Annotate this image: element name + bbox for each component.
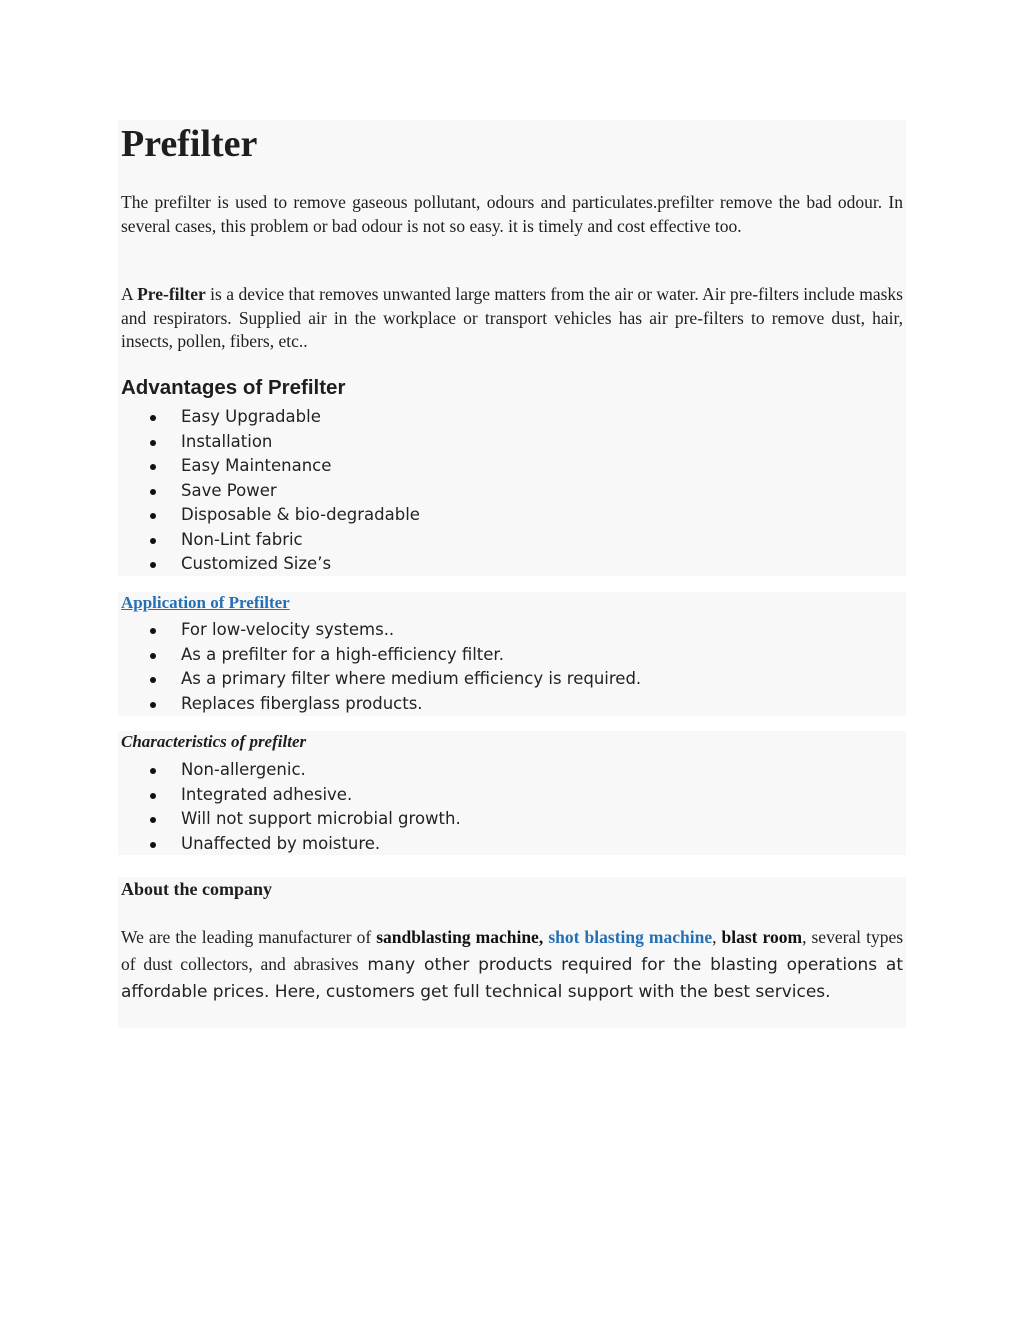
list-item <box>150 667 641 692</box>
bullet-icon <box>150 817 156 823</box>
bullet-icon <box>150 768 156 774</box>
bullet-icon <box>150 702 156 708</box>
list-item-label: For low-velocity systems.. <box>181 620 395 639</box>
list-item-label: Non-Lint fabric <box>181 529 303 549</box>
list-item-label: Installation <box>181 431 273 451</box>
list-item <box>150 643 641 668</box>
bullet-icon <box>150 415 156 421</box>
blast-room-term: blast room <box>721 927 803 947</box>
list-item <box>150 503 420 528</box>
list-item-label: Will not support microbial growth. <box>181 809 461 828</box>
advantages-list <box>150 405 420 577</box>
prefilter-term: Pre-filter <box>137 284 206 304</box>
p2-prefix: A <box>121 284 138 304</box>
list-item-label: Non-allergenic. <box>181 760 306 779</box>
intro-paragraph-2 <box>121 283 903 354</box>
page-title: Prefilter <box>121 123 258 165</box>
list-item-label: As a primary filter where medium efficiency is required. <box>181 669 642 688</box>
list-item-label: Unaffected by moisture. <box>181 833 381 853</box>
about-comma-1: , <box>712 927 722 947</box>
list-item <box>150 552 420 577</box>
p2-rest: is a device that removes unwanted large matters from the air or water. Air pre-filters include masks and respirators. Supplied air in the workplace or transport vehicles has air pre-filters to remove dust, hair, insects, pollen, fibers, etc.. <box>121 284 903 351</box>
list-item <box>150 807 461 832</box>
bullet-icon <box>150 628 156 634</box>
application-heading-link[interactable]: Application of Prefilter <box>121 593 290 612</box>
list-item <box>150 783 461 808</box>
bullet-icon <box>150 793 156 799</box>
bullet-icon <box>150 842 156 848</box>
list-item <box>150 454 420 479</box>
list-item-label: Save Power <box>181 480 277 500</box>
list-item-label: Replaces fiberglass products. <box>181 693 423 713</box>
bullet-icon <box>150 653 156 659</box>
about-comma-2: , <box>802 927 807 947</box>
about-heading: About the company <box>121 879 273 899</box>
list-item <box>150 405 420 430</box>
list-item <box>150 479 420 504</box>
shot-blasting-machine-link[interactable]: shot blasting machine <box>548 927 713 947</box>
about-paragraph <box>121 924 903 1006</box>
application-list <box>150 618 641 716</box>
bullet-icon <box>150 464 156 470</box>
list-item-label: As a prefilter for a high-efficiency filter. <box>181 644 504 664</box>
characteristics-heading: Characteristics of prefilter <box>121 732 307 751</box>
list-item <box>150 528 420 553</box>
list-item-label: Easy Maintenance <box>181 456 332 475</box>
list-item <box>150 618 641 643</box>
about-text-2: several types of dust collectors, and abrasives <box>121 927 904 974</box>
about-text-3: many other products required for the blasting operations at affordable prices. Here, customers get full technical support with the best services. <box>121 954 903 1002</box>
about-text-1: We are the leading manufacturer of <box>121 927 377 947</box>
list-item <box>150 758 461 783</box>
advantages-heading: Advantages of Prefilter <box>121 376 346 399</box>
list-item-label: Disposable & bio-degradable <box>181 505 420 524</box>
bullet-icon <box>150 513 156 519</box>
intro-paragraph-1: The prefilter is used to remove gaseous pollutant, odours and particulates.prefilter remove the bad odour. In several cases, this problem or bad odour is not so easy. it is timely and cost effective too. <box>121 192 903 236</box>
bullet-icon <box>150 677 156 683</box>
characteristics-list <box>150 758 461 856</box>
sandblasting-machine-term: sandblasting machine, <box>376 927 544 947</box>
bullet-icon <box>150 538 156 544</box>
list-item-label: Customized Size’s <box>181 554 332 573</box>
list-item-label: Integrated adhesive. <box>181 784 353 804</box>
bullet-icon <box>150 562 156 568</box>
bullet-icon <box>150 440 156 446</box>
list-item-label: Easy Upgradable <box>181 407 321 426</box>
bullet-icon <box>150 489 156 495</box>
list-item <box>150 430 420 455</box>
list-item <box>150 692 641 717</box>
list-item <box>150 832 461 857</box>
